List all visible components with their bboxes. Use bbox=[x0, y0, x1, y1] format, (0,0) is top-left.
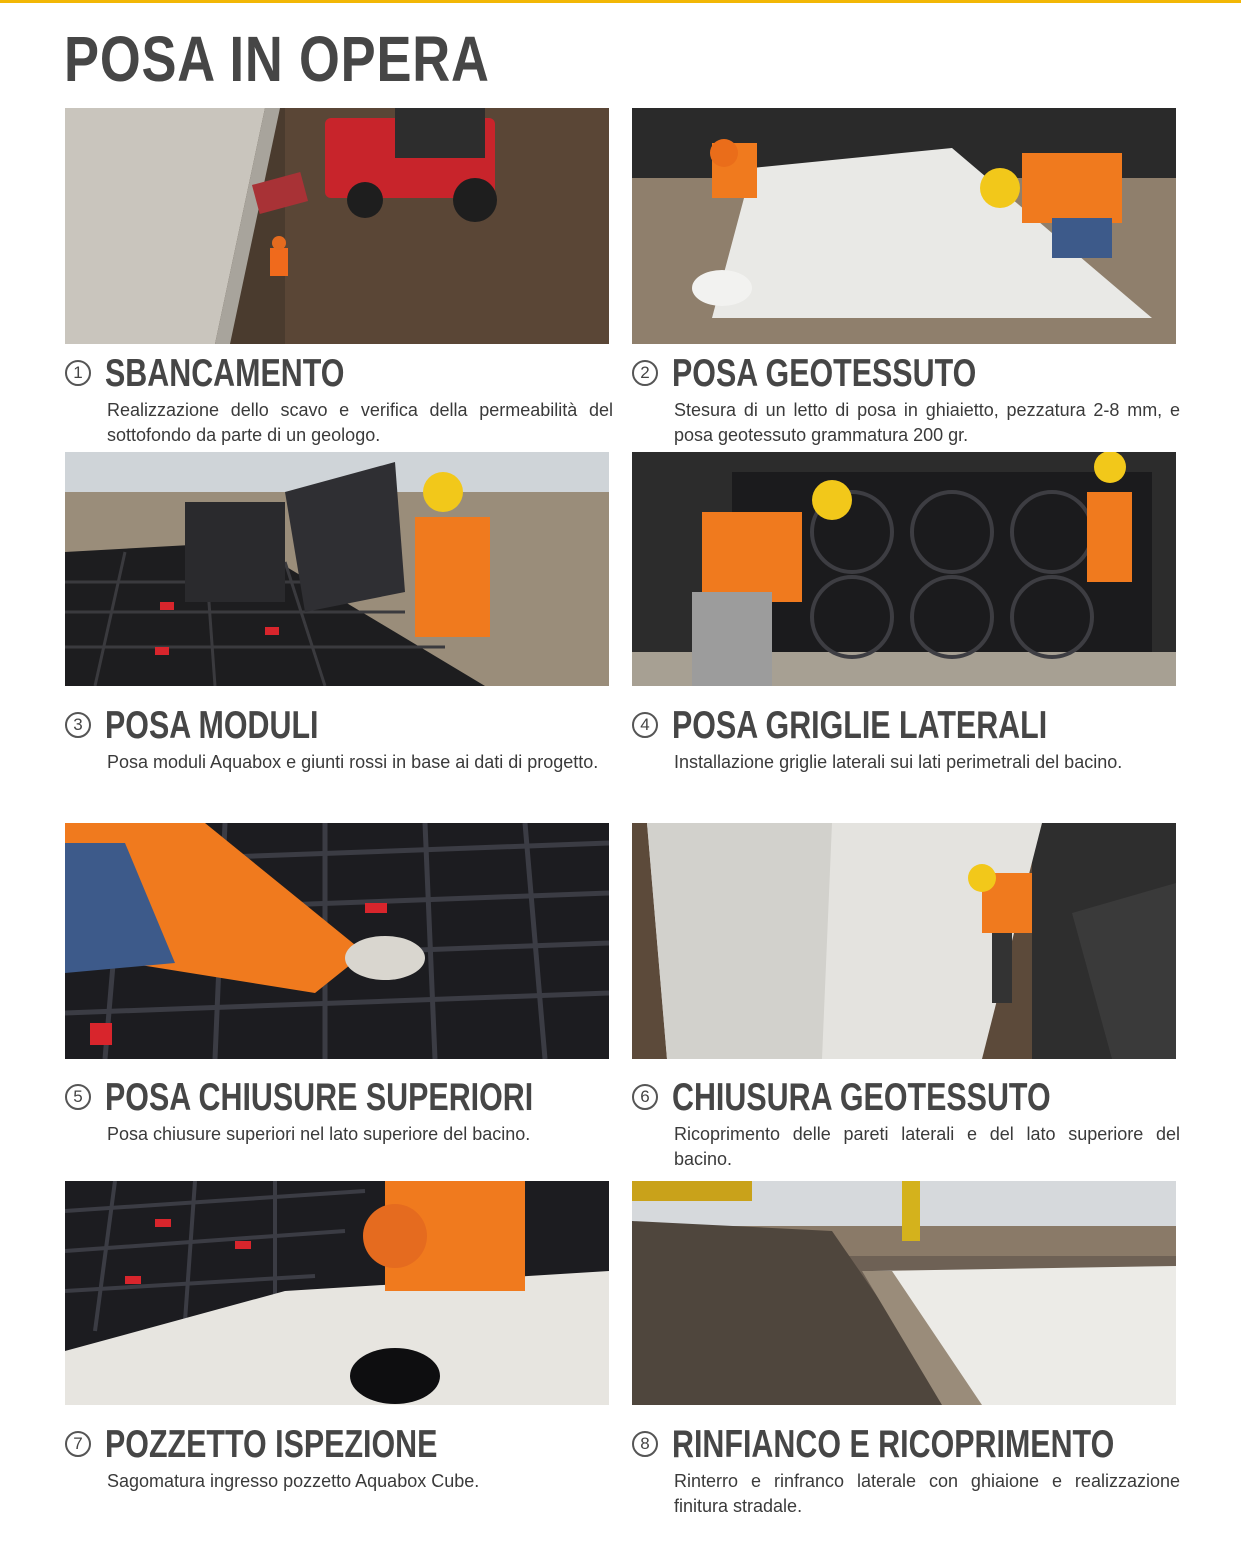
step-title: POZZETTO ISPEZIONE bbox=[105, 1423, 438, 1466]
step-number-badge: 7 bbox=[65, 1431, 91, 1457]
step-6-caption bbox=[632, 1076, 1180, 1172]
inspection-well-photo bbox=[65, 1181, 609, 1405]
geotextile-laying-photo bbox=[632, 108, 1176, 344]
backfill-photo bbox=[632, 1181, 1176, 1405]
step-1-caption bbox=[65, 352, 613, 448]
step-8-caption bbox=[632, 1423, 1180, 1519]
excavation-photo bbox=[65, 108, 609, 344]
step-number-badge: 4 bbox=[632, 712, 658, 738]
step-title: CHIUSURA GEOTESSUTO bbox=[672, 1076, 1051, 1119]
step-7-caption bbox=[65, 1423, 613, 1494]
step-title: POSA GEOTESSUTO bbox=[672, 352, 977, 395]
step-number-badge: 3 bbox=[65, 712, 91, 738]
module-laying-photo bbox=[65, 452, 609, 686]
step-number-badge: 5 bbox=[65, 1084, 91, 1110]
step-title: RINFIANCO E RICOPRIMENTO bbox=[672, 1423, 1115, 1466]
step-title: POSA GRIGLIE LATERALI bbox=[672, 704, 1048, 747]
step-title: SBANCAMENTO bbox=[105, 352, 345, 395]
step-description: Stesura di un letto di posa in ghiaietto, pezzatura 2-8 mm, e posa geotessuto grammatura 200 gr. bbox=[674, 400, 1180, 445]
geotextile-closing-photo bbox=[632, 823, 1176, 1059]
step-4-caption bbox=[632, 704, 1180, 775]
step-title: POSA CHIUSURE SUPERIORI bbox=[105, 1076, 534, 1119]
step-number-badge: 1 bbox=[65, 360, 91, 386]
top-cover-photo bbox=[65, 823, 609, 1059]
side-grid-photo bbox=[632, 452, 1176, 686]
top-accent-rule bbox=[0, 0, 1241, 3]
step-description: Posa chiusure superiori nel lato superiore del bacino. bbox=[107, 1124, 531, 1144]
step-description: Ricoprimento delle pareti laterali e del lato superiore del bacino. bbox=[674, 1124, 1180, 1169]
step-number-badge: 8 bbox=[632, 1431, 658, 1457]
step-5-caption bbox=[65, 1076, 613, 1147]
step-number-badge: 6 bbox=[632, 1084, 658, 1110]
step-description: Installazione griglie laterali sui lati perimetrali del bacino. bbox=[674, 752, 1123, 772]
step-2-caption bbox=[632, 352, 1180, 448]
step-description: Rinterro e rinfranco laterale con ghiaione e realizzazione finitura stradale. bbox=[674, 1471, 1180, 1516]
step-3-caption bbox=[65, 704, 613, 775]
step-number-badge: 2 bbox=[632, 360, 658, 386]
step-description: Realizzazione dello scavo e verifica della permeabilità del sottofondo da parte di un geologo. bbox=[107, 400, 613, 445]
page-title: POSA IN OPERA bbox=[64, 23, 490, 95]
step-title: POSA MODULI bbox=[105, 704, 319, 747]
step-description: Sagomatura ingresso pozzetto Aquabox Cube. bbox=[107, 1471, 480, 1491]
step-description: Posa moduli Aquabox e giunti rossi in base ai dati di progetto. bbox=[107, 752, 599, 772]
